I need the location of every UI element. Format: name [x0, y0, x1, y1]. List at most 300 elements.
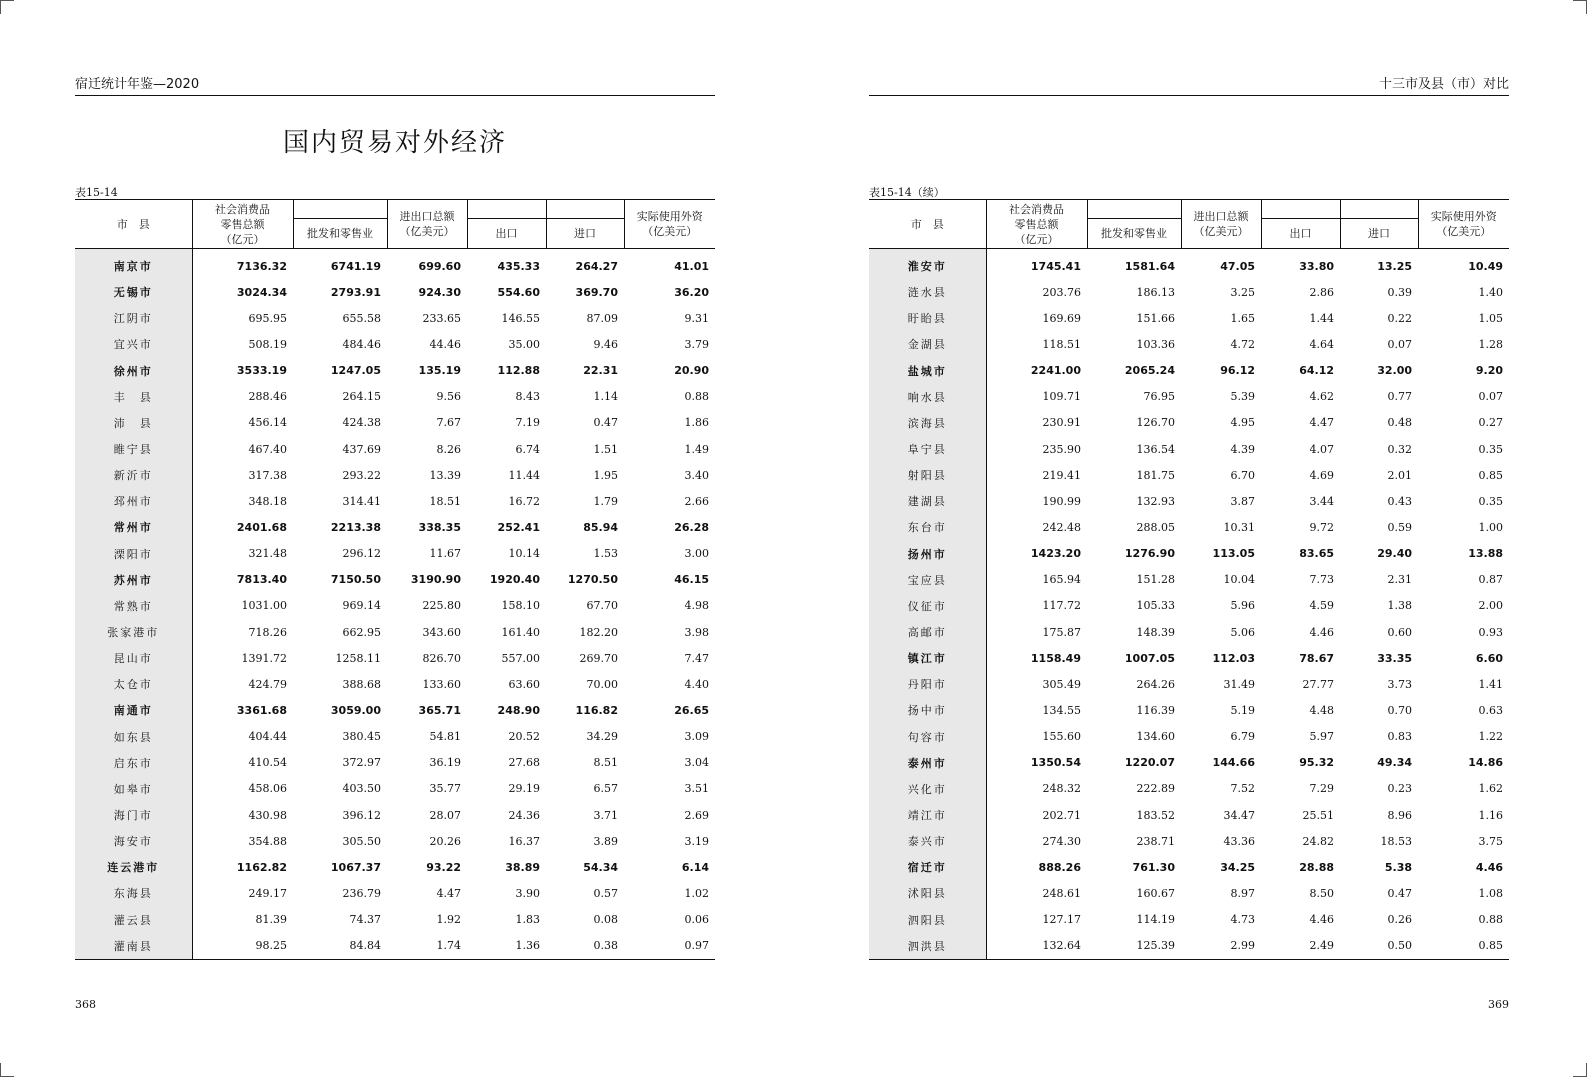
wholesale-cell: 151.66 — [1136, 311, 1175, 325]
retail-total-cell: 117.72 — [1042, 599, 1081, 613]
export-cell: 27.68 — [508, 756, 540, 770]
trade-total-cell: 5.96 — [1230, 599, 1255, 613]
region-name: 射阳县 — [869, 462, 986, 488]
retail-total-cell: 888.26 — [1038, 860, 1081, 874]
table-row — [75, 802, 715, 828]
retail-total-cell: 354.88 — [248, 834, 287, 848]
export-cell: 1.44 — [1309, 311, 1334, 325]
export-cell: 29.19 — [508, 782, 540, 796]
import-cell: 1.53 — [593, 547, 618, 561]
import-cell: 0.70 — [1387, 703, 1412, 717]
table-row — [75, 488, 715, 514]
fdi-cell: 0.88 — [684, 390, 709, 404]
region-name: 东台市 — [869, 514, 986, 540]
retail-total-cell: 3533.19 — [236, 364, 287, 378]
retail-total-cell: 274.30 — [1042, 834, 1081, 848]
region-name: 泰兴市 — [869, 828, 986, 854]
fdi-cell: 14.86 — [1468, 756, 1503, 770]
table-row — [75, 305, 715, 331]
table-row — [75, 436, 715, 462]
region-name: 响水县 — [869, 384, 986, 410]
export-cell: 25.51 — [1302, 808, 1334, 822]
table-row — [75, 593, 715, 619]
table-row — [75, 645, 715, 671]
wholesale-cell: 2065.24 — [1124, 364, 1175, 378]
trade-total-cell: 826.70 — [422, 651, 461, 665]
region-name: 镇江市 — [869, 645, 986, 671]
export-cell: 4.48 — [1309, 703, 1334, 717]
trade-total-cell: 225.80 — [422, 599, 461, 613]
wholesale-cell: 132.93 — [1136, 494, 1175, 508]
export-cell: 4.46 — [1309, 625, 1334, 639]
region-name: 丰 县 — [75, 384, 192, 410]
table-row — [869, 331, 1509, 357]
table-row — [869, 645, 1509, 671]
export-cell: 5.97 — [1309, 730, 1334, 744]
region-name: 海门市 — [75, 802, 192, 828]
fdi-cell: 3.75 — [1478, 834, 1503, 848]
trade-total-cell: 699.60 — [418, 259, 461, 273]
import-cell: 0.39 — [1387, 285, 1412, 299]
wholesale-cell: 2793.91 — [330, 285, 381, 299]
region-name: 太仓市 — [75, 671, 192, 697]
crop-mark — [0, 0, 14, 1]
table-row — [869, 619, 1509, 645]
table-row — [869, 933, 1509, 960]
retail-total-cell: 109.71 — [1042, 390, 1081, 404]
fdi-cell: 1.62 — [1478, 782, 1503, 796]
retail-total-cell: 305.49 — [1042, 677, 1081, 691]
export-cell: 78.67 — [1299, 651, 1334, 665]
crop-mark — [0, 1063, 1, 1077]
fdi-cell: 3.19 — [684, 834, 709, 848]
col-header-export: 出口 — [1261, 219, 1340, 249]
export-cell: 64.12 — [1299, 364, 1334, 378]
fdi-cell: 3.04 — [684, 756, 709, 770]
trade-total-cell: 44.46 — [429, 337, 461, 351]
export-cell: 4.69 — [1309, 468, 1334, 482]
export-cell: 2.49 — [1309, 939, 1334, 953]
trade-total-cell: 54.81 — [429, 730, 461, 744]
trade-total-cell: 13.39 — [429, 468, 461, 482]
import-cell: 0.57 — [593, 886, 618, 900]
import-cell: 0.38 — [593, 939, 618, 953]
retail-total-cell: 249.17 — [248, 886, 287, 900]
retail-total-cell: 1423.20 — [1030, 547, 1081, 561]
import-cell: 0.07 — [1387, 337, 1412, 351]
trade-total-cell: 113.05 — [1212, 547, 1255, 561]
wholesale-cell: 222.89 — [1136, 782, 1175, 796]
fdi-cell: 1.22 — [1478, 730, 1503, 744]
wholesale-cell: 2213.38 — [330, 520, 381, 534]
export-cell: 11.44 — [508, 468, 540, 482]
wholesale-cell: 181.75 — [1136, 468, 1175, 482]
export-cell: 9.72 — [1309, 520, 1334, 534]
fdi-cell: 46.15 — [674, 573, 709, 587]
fdi-cell: 2.66 — [684, 494, 709, 508]
trade-total-cell: 5.19 — [1230, 703, 1255, 717]
retail-total-cell: 2241.00 — [1030, 364, 1081, 378]
section-header: 十三市及县（市）对比 — [1378, 77, 1509, 92]
retail-total-cell: 127.17 — [1042, 913, 1081, 927]
table-row — [869, 488, 1509, 514]
retail-total-cell: 288.46 — [248, 390, 287, 404]
retail-total-cell: 456.14 — [248, 416, 287, 430]
region-name: 如东县 — [75, 724, 192, 750]
col-header-import: 进口 — [1340, 219, 1418, 249]
import-cell: 3.89 — [593, 834, 618, 848]
import-cell: 0.26 — [1387, 913, 1412, 927]
wholesale-cell: 151.28 — [1136, 573, 1175, 587]
trade-total-cell: 43.36 — [1223, 834, 1255, 848]
col-header-trade-total: 进出口总额（亿美元） — [1181, 200, 1261, 249]
wholesale-cell: 136.54 — [1136, 442, 1175, 456]
trade-total-cell: 135.19 — [418, 364, 461, 378]
export-cell: 24.82 — [1302, 834, 1334, 848]
trade-total-cell: 10.31 — [1223, 520, 1255, 534]
retail-total-cell: 155.60 — [1042, 730, 1081, 744]
trade-total-cell: 144.66 — [1212, 756, 1255, 770]
table-row — [869, 854, 1509, 880]
col-header-trade-total: 进出口总额（亿美元） — [387, 200, 467, 249]
col-header-wholesale: 批发和零售业 — [1087, 219, 1181, 249]
retail-total-cell: 132.64 — [1042, 939, 1081, 953]
right-page — [869, 0, 1509, 1077]
import-cell: 0.32 — [1387, 442, 1412, 456]
export-cell: 158.10 — [501, 599, 540, 613]
table-row — [869, 724, 1509, 750]
import-cell: 85.94 — [583, 520, 618, 534]
col-header-import: 进口 — [546, 219, 624, 249]
retail-total-cell: 3361.68 — [236, 703, 287, 717]
import-cell: 1.51 — [593, 442, 618, 456]
retail-total-cell: 1162.82 — [236, 860, 287, 874]
wholesale-cell: 305.50 — [342, 834, 381, 848]
region-name: 溧阳市 — [75, 541, 192, 567]
trade-total-cell: 31.49 — [1223, 677, 1255, 691]
table-row — [75, 697, 715, 723]
export-cell: 248.90 — [497, 703, 540, 717]
table-row — [869, 436, 1509, 462]
region-name: 徐州市 — [75, 358, 192, 384]
data-table — [75, 199, 715, 960]
fdi-cell: 3.40 — [684, 468, 709, 482]
import-cell: 87.09 — [586, 311, 618, 325]
retail-total-cell: 202.71 — [1042, 808, 1081, 822]
fdi-cell: 1.41 — [1478, 677, 1503, 691]
import-cell: 8.96 — [1387, 808, 1412, 822]
fdi-cell: 0.35 — [1478, 442, 1503, 456]
region-name: 宜兴市 — [75, 331, 192, 357]
wholesale-cell: 662.95 — [342, 625, 381, 639]
table-row — [869, 410, 1509, 436]
retail-total-cell: 1031.00 — [241, 599, 287, 613]
retail-total-cell: 1350.54 — [1030, 756, 1081, 770]
fdi-cell: 1.40 — [1478, 285, 1503, 299]
wholesale-cell: 264.26 — [1136, 677, 1175, 691]
wholesale-cell: 238.71 — [1136, 834, 1175, 848]
fdi-cell: 6.14 — [681, 860, 709, 874]
trade-total-cell: 6.70 — [1230, 468, 1255, 482]
fdi-cell: 3.51 — [684, 782, 709, 796]
export-cell: 16.72 — [508, 494, 540, 508]
table-row — [75, 671, 715, 697]
region-name: 淮安市 — [869, 249, 986, 280]
region-name: 江阴市 — [75, 305, 192, 331]
wholesale-cell: 3059.00 — [330, 703, 381, 717]
trade-total-cell: 8.26 — [436, 442, 461, 456]
col-header-fdi: 实际使用外资（亿美元） — [1418, 200, 1509, 249]
trade-total-cell: 338.35 — [418, 520, 461, 534]
trade-total-cell: 1.92 — [436, 913, 461, 927]
trade-total-cell: 47.05 — [1220, 259, 1255, 273]
retail-total-cell: 169.69 — [1042, 311, 1081, 325]
table-row — [75, 619, 715, 645]
region-name: 扬中市 — [869, 697, 986, 723]
import-cell: 0.22 — [1387, 311, 1412, 325]
left-page — [75, 0, 715, 1077]
import-cell: 22.31 — [583, 364, 618, 378]
export-cell: 4.59 — [1309, 599, 1334, 613]
fdi-cell: 3.79 — [684, 337, 709, 351]
export-cell: 4.47 — [1309, 416, 1334, 430]
export-cell: 1.83 — [515, 913, 540, 927]
table-body — [75, 249, 715, 960]
table-row — [75, 541, 715, 567]
wholesale-cell: 134.60 — [1136, 730, 1175, 744]
trade-total-cell: 28.07 — [429, 808, 461, 822]
region-name: 阜宁县 — [869, 436, 986, 462]
retail-total-cell: 348.18 — [248, 494, 287, 508]
data-table — [869, 199, 1509, 960]
import-cell: 0.50 — [1387, 939, 1412, 953]
region-name: 兴化市 — [869, 776, 986, 802]
region-name: 泗阳县 — [869, 907, 986, 933]
table-row — [869, 828, 1509, 854]
retail-total-cell: 321.48 — [248, 547, 287, 561]
import-cell: 1.79 — [593, 494, 618, 508]
export-cell: 7.29 — [1309, 782, 1334, 796]
retail-total-cell: 235.90 — [1042, 442, 1081, 456]
fdi-cell: 4.40 — [684, 677, 709, 691]
table-row — [75, 410, 715, 436]
trade-total-cell: 1.65 — [1230, 311, 1255, 325]
trade-total-cell: 1.74 — [436, 939, 461, 953]
table-row — [869, 462, 1509, 488]
wholesale-cell: 76.95 — [1143, 390, 1175, 404]
trade-total-cell: 365.71 — [418, 703, 461, 717]
wholesale-cell: 148.39 — [1136, 625, 1175, 639]
import-cell: 0.08 — [593, 913, 618, 927]
table-row — [75, 279, 715, 305]
wholesale-cell: 761.30 — [1132, 860, 1175, 874]
wholesale-cell: 372.97 — [342, 756, 381, 770]
region-name: 苏州市 — [75, 567, 192, 593]
table-row — [869, 541, 1509, 567]
col-header-region: 市 县 — [869, 200, 986, 249]
import-cell: 3.71 — [593, 808, 618, 822]
export-cell: 35.00 — [508, 337, 540, 351]
region-name: 新沂市 — [75, 462, 192, 488]
trade-total-cell: 20.26 — [429, 834, 461, 848]
fdi-cell: 1.02 — [684, 886, 709, 900]
import-cell: 182.20 — [579, 625, 618, 639]
fdi-cell: 26.65 — [674, 703, 709, 717]
trade-total-cell: 4.95 — [1230, 416, 1255, 430]
retail-total-cell: 230.91 — [1042, 416, 1081, 430]
fdi-cell: 1.05 — [1478, 311, 1503, 325]
table-row — [75, 514, 715, 540]
fdi-cell: 6.60 — [1475, 651, 1503, 665]
import-cell: 369.70 — [575, 285, 618, 299]
import-cell: 0.23 — [1387, 782, 1412, 796]
export-cell: 435.33 — [497, 259, 540, 273]
import-cell: 33.35 — [1377, 651, 1412, 665]
trade-total-cell: 18.51 — [429, 494, 461, 508]
trade-total-cell: 5.39 — [1230, 390, 1255, 404]
col-header-region: 市 县 — [75, 200, 192, 249]
wholesale-cell: 186.13 — [1136, 285, 1175, 299]
retail-total-cell: 7136.32 — [236, 259, 287, 273]
retail-total-cell: 248.32 — [1042, 782, 1081, 796]
import-cell: 2.31 — [1387, 573, 1412, 587]
retail-total-cell: 219.41 — [1042, 468, 1081, 482]
export-cell: 20.52 — [508, 730, 540, 744]
wholesale-cell: 126.70 — [1136, 416, 1175, 430]
wholesale-cell: 7150.50 — [330, 573, 381, 587]
region-name: 灌南县 — [75, 933, 192, 960]
wholesale-cell: 403.50 — [342, 782, 381, 796]
region-name: 金湖县 — [869, 331, 986, 357]
fdi-cell: 36.20 — [674, 285, 709, 299]
export-cell: 4.07 — [1309, 442, 1334, 456]
region-name: 昆山市 — [75, 645, 192, 671]
trade-total-cell: 3.25 — [1230, 285, 1255, 299]
region-name: 盱眙县 — [869, 305, 986, 331]
region-name: 丹阳市 — [869, 671, 986, 697]
trade-total-cell: 36.19 — [429, 756, 461, 770]
region-name: 常熟市 — [75, 593, 192, 619]
import-cell: 13.25 — [1377, 259, 1412, 273]
retail-total-cell: 695.95 — [248, 311, 287, 325]
import-cell: 32.00 — [1377, 364, 1412, 378]
import-cell: 54.34 — [583, 860, 618, 874]
table-row — [75, 880, 715, 906]
wholesale-cell: 380.45 — [342, 730, 381, 744]
import-cell: 269.70 — [579, 651, 618, 665]
retail-total-cell: 190.99 — [1042, 494, 1081, 508]
fdi-cell: 26.28 — [674, 520, 709, 534]
fdi-cell: 1.16 — [1478, 808, 1503, 822]
export-cell: 83.65 — [1299, 547, 1334, 561]
import-cell: 116.82 — [575, 703, 618, 717]
import-cell: 0.59 — [1387, 520, 1412, 534]
region-name: 东海县 — [75, 880, 192, 906]
table-row — [75, 907, 715, 933]
export-cell: 16.37 — [508, 834, 540, 848]
fdi-cell: 20.90 — [674, 364, 709, 378]
export-cell: 95.32 — [1299, 756, 1334, 770]
fdi-cell: 0.35 — [1478, 494, 1503, 508]
fdi-cell: 0.06 — [684, 913, 709, 927]
wholesale-cell: 396.12 — [342, 808, 381, 822]
retail-total-cell: 248.61 — [1042, 886, 1081, 900]
table-row — [75, 567, 715, 593]
fdi-cell: 1.00 — [1478, 520, 1503, 534]
retail-total-cell: 175.87 — [1042, 625, 1081, 639]
yearbook-title: 宿迁统计年鉴—2020 — [75, 77, 200, 92]
retail-total-cell: 81.39 — [255, 913, 287, 927]
retail-total-cell: 2401.68 — [236, 520, 287, 534]
import-cell: 0.43 — [1387, 494, 1412, 508]
trade-total-cell: 34.25 — [1220, 860, 1255, 874]
fdi-cell: 0.85 — [1478, 939, 1503, 953]
trade-total-cell: 5.06 — [1230, 625, 1255, 639]
region-name: 宿迁市 — [869, 854, 986, 880]
retail-total-cell: 404.44 — [248, 730, 287, 744]
export-cell: 8.50 — [1309, 886, 1334, 900]
trade-total-cell: 133.60 — [422, 677, 461, 691]
wholesale-cell: 236.79 — [342, 886, 381, 900]
table-row — [75, 828, 715, 854]
export-cell: 63.60 — [508, 677, 540, 691]
wholesale-cell: 288.05 — [1136, 520, 1175, 534]
fdi-cell: 3.00 — [684, 547, 709, 561]
fdi-cell: 0.63 — [1478, 703, 1503, 717]
table-row — [869, 880, 1509, 906]
region-name: 常州市 — [75, 514, 192, 540]
export-cell: 6.74 — [515, 442, 540, 456]
trade-total-cell: 4.39 — [1230, 442, 1255, 456]
export-cell: 554.60 — [497, 285, 540, 299]
page-number: 368 — [75, 998, 96, 1011]
import-cell: 0.47 — [1387, 886, 1412, 900]
region-name: 张家港市 — [75, 619, 192, 645]
retail-total-cell: 317.38 — [248, 468, 287, 482]
export-cell: 28.88 — [1299, 860, 1334, 874]
wholesale-cell: 1007.05 — [1124, 651, 1175, 665]
fdi-cell: 0.93 — [1478, 625, 1503, 639]
export-cell: 8.43 — [515, 390, 540, 404]
wholesale-cell: 116.39 — [1136, 703, 1175, 717]
table-row — [75, 331, 715, 357]
retail-total-cell: 7813.40 — [236, 573, 287, 587]
export-cell: 252.41 — [497, 520, 540, 534]
wholesale-cell: 74.37 — [349, 913, 381, 927]
wholesale-cell: 424.38 — [342, 416, 381, 430]
table-row — [75, 933, 715, 960]
import-cell: 29.40 — [1377, 547, 1412, 561]
wholesale-cell: 1220.07 — [1124, 756, 1175, 770]
trade-total-cell: 7.67 — [436, 416, 461, 430]
retail-total-cell: 98.25 — [255, 939, 287, 953]
wholesale-cell: 160.67 — [1136, 886, 1175, 900]
trade-total-cell: 93.22 — [426, 860, 461, 874]
retail-total-cell: 467.40 — [248, 442, 287, 456]
crop-mark — [0, 0, 1, 14]
retail-total-cell: 165.94 — [1042, 573, 1081, 587]
import-cell: 5.38 — [1384, 860, 1412, 874]
export-cell: 7.73 — [1309, 573, 1334, 587]
table-row — [869, 567, 1509, 593]
fdi-cell: 1.28 — [1478, 337, 1503, 351]
wholesale-cell: 1581.64 — [1124, 259, 1175, 273]
table-row — [75, 249, 715, 280]
region-name: 海安市 — [75, 828, 192, 854]
table-row — [869, 514, 1509, 540]
col-header-retail-total: 社会消费品零售总额（亿元） — [192, 200, 293, 249]
wholesale-cell: 125.39 — [1136, 939, 1175, 953]
